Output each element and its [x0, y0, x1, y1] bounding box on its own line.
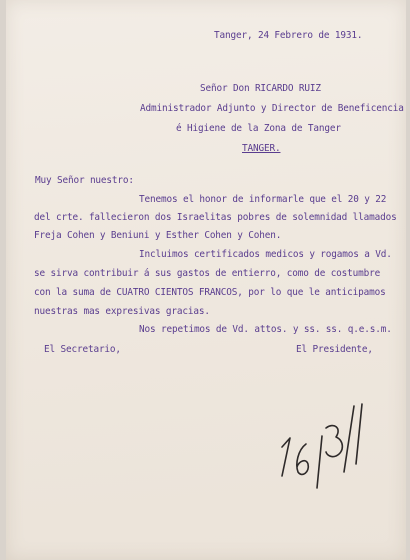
recipient-zone: é Higiene de la Zona de Tanger: [176, 123, 341, 134]
handwritten-date-note: [268, 392, 378, 502]
letter-sheet: [6, 0, 406, 560]
body-line: Tenemos el honor de informarle que el 20 y 22: [139, 194, 387, 205]
recipient-title: Administrador Adjunto y Director de Beneficencia: [140, 103, 404, 114]
date-line: Tanger, 24 Febrero de 1931.: [214, 30, 363, 41]
recipient-city: TANGER.: [242, 143, 281, 154]
body-line: Incluimos certificados medicos y rogamos a Vd.: [139, 249, 392, 260]
president-signoff: El Presidente,: [296, 344, 373, 355]
body-line: nuestras mas expresivas gracias.: [34, 306, 210, 317]
body-line: del crte. fallecieron dos Israelitas pobres de solemnidad llamados: [34, 212, 397, 223]
salutation: Muy Señor nuestro:: [35, 175, 134, 186]
body-line: Freja Cohen y Beniuni y Esther Cohen y Cohen.: [34, 230, 282, 241]
body-line: Nos repetimos de Vd. attos. y ss. ss. q.e.s.m.: [139, 324, 392, 335]
body-line: con la suma de CUATRO CIENTOS FRANCOS, por lo que le anticipamos: [34, 287, 386, 298]
body-line: se sirva contribuir á sus gastos de entierro, como de costumbre: [34, 268, 381, 279]
secretary-signoff: El Secretario,: [44, 344, 121, 355]
recipient-name: Señor Don RICARDO RUIZ: [200, 83, 321, 94]
